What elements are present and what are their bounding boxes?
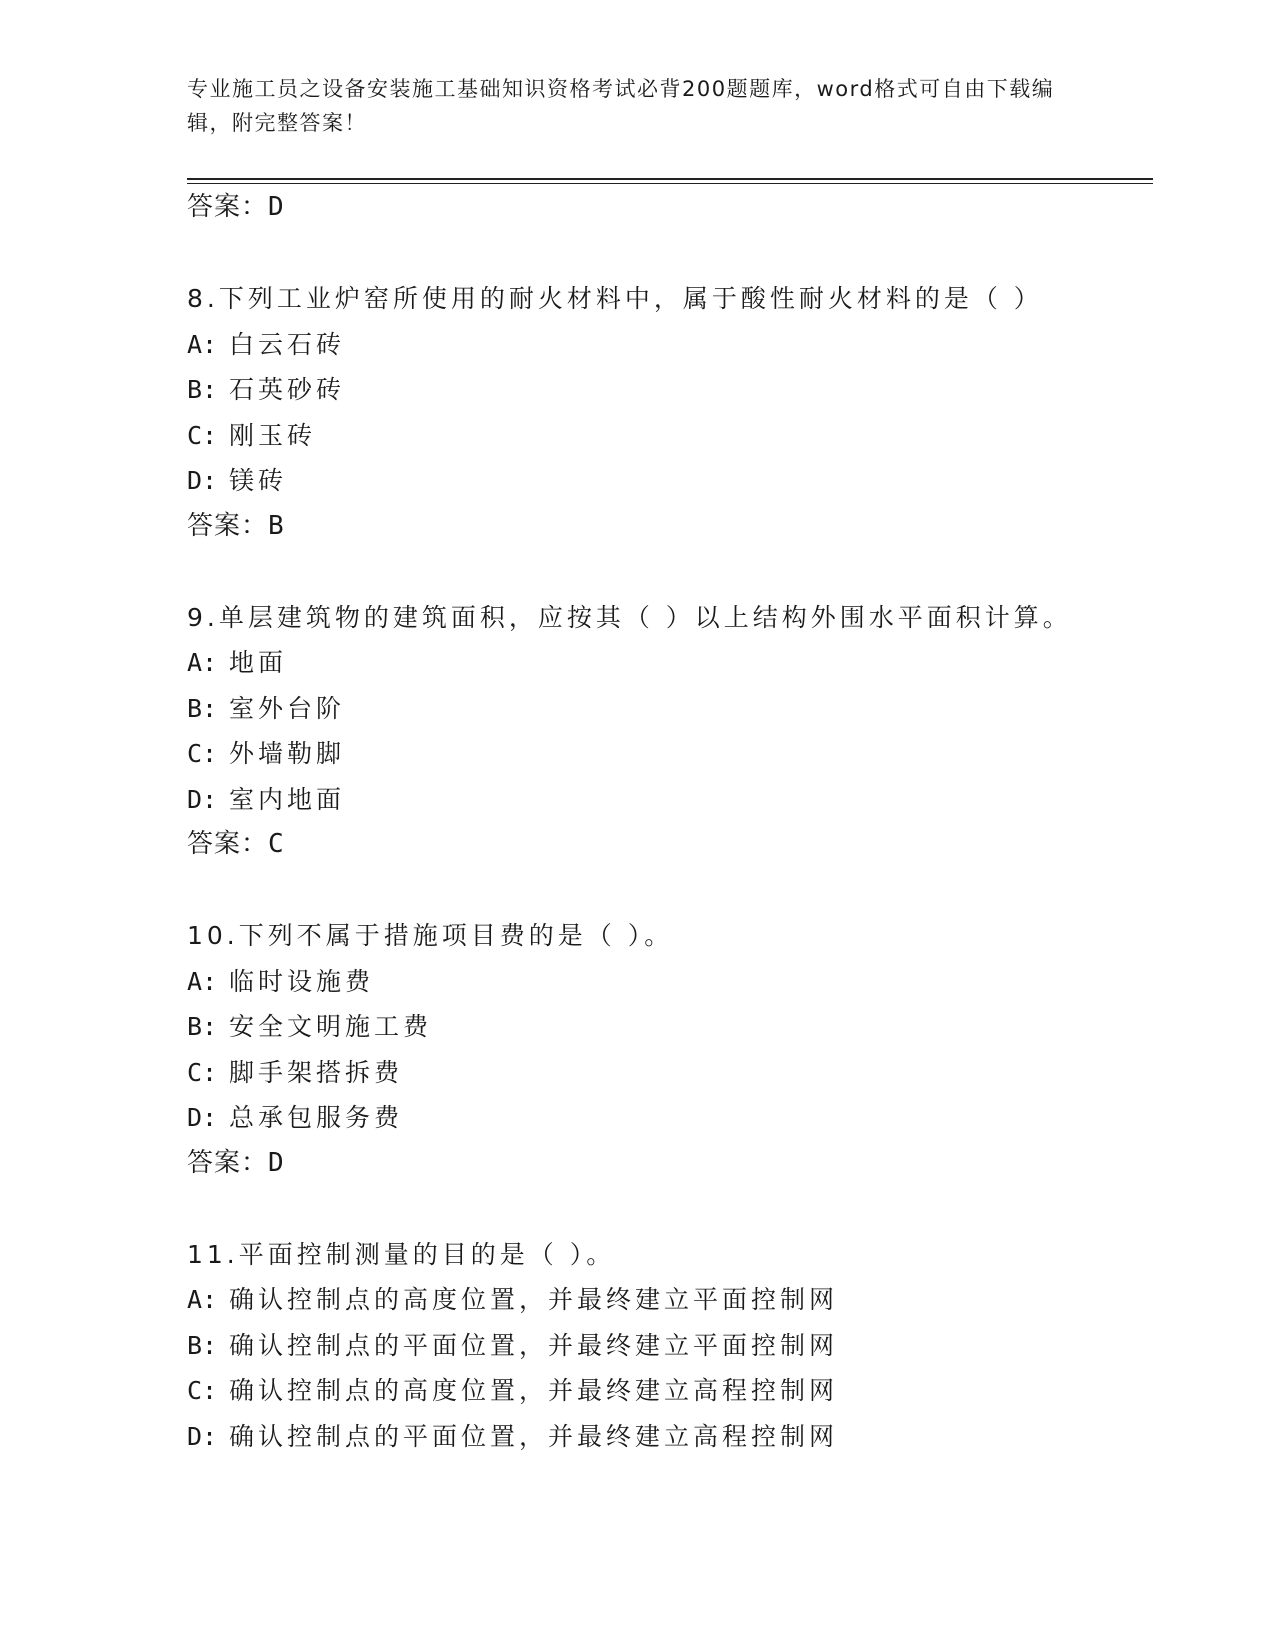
- option-key: D:: [187, 466, 218, 495]
- option-c: [187, 1368, 1147, 1414]
- option-key: D:: [187, 1103, 218, 1132]
- option-text: 室外台阶: [217, 693, 346, 723]
- answer-value: B: [268, 510, 285, 541]
- option-c: [187, 413, 1147, 459]
- option-key: C:: [187, 739, 218, 768]
- page-header: 专业施工员之设备安装施工基础知识资格考试必背200题题库，word格式可自由下载编辑，附完整答案！: [187, 77, 1055, 135]
- question-stem: 10.下列不属于措施项目费的是（ ）。: [187, 921, 674, 950]
- option-text: 临时设施费: [217, 966, 375, 996]
- option-key: B:: [187, 375, 218, 404]
- option-text: 安全文明施工费: [217, 1012, 433, 1041]
- option-key: B:: [187, 1012, 218, 1041]
- option-c: [187, 1050, 1147, 1096]
- question-answer: [187, 822, 1147, 868]
- option-key: A:: [187, 648, 218, 677]
- option-key: C:: [187, 1057, 218, 1087]
- option-d: [187, 1414, 1147, 1460]
- option-text: 确认控制点的平面位置，并最终建立平面控制网: [217, 1330, 839, 1360]
- option-key: C:: [187, 420, 218, 450]
- header-divider: [187, 178, 1153, 180]
- option-text: 室内地面: [217, 784, 346, 814]
- question-list: [187, 185, 1147, 1459]
- option-key: B:: [187, 693, 218, 723]
- option-text: 总承包服务费: [217, 1103, 404, 1132]
- option-b: [187, 1004, 1147, 1050]
- option-key: C:: [187, 1376, 218, 1405]
- option-b: [187, 367, 1147, 413]
- answer-value: D: [268, 1147, 285, 1178]
- option-text: 刚玉砖: [217, 420, 317, 450]
- option-b: [187, 1323, 1147, 1369]
- option-text: 脚手架搭拆费: [217, 1057, 404, 1087]
- option-text: 镁砖: [217, 466, 288, 495]
- option-text: 确认控制点的高度位置，并最终建立平面控制网: [217, 1285, 839, 1314]
- option-key: A:: [187, 966, 218, 996]
- option-text: 确认控制点的平面位置，并最终建立高程控制网: [217, 1421, 839, 1451]
- header-divider-thin: [187, 183, 1153, 184]
- question-stem: 9.单层建筑物的建筑面积，应按其（ ）以上结构外围水平面积计算。: [187, 602, 1072, 632]
- answer-label: 答案：: [187, 1147, 269, 1178]
- option-a: [187, 959, 1147, 1005]
- option-key: D:: [187, 784, 218, 814]
- question-stem: 8.下列工业炉窑所使用的耐火材料中，属于酸性耐火材料的是（ ）: [187, 284, 1043, 313]
- answer-label: 答案：: [187, 192, 269, 222]
- answer-label: 答案：: [187, 829, 269, 859]
- option-a: [187, 640, 1147, 686]
- option-text: 确认控制点的高度位置，并最终建立高程控制网: [217, 1376, 839, 1405]
- answer-value: D: [268, 192, 285, 222]
- option-text: 外墙勒脚: [217, 739, 346, 768]
- option-text: 白云石砖: [217, 329, 346, 359]
- option-key: A:: [187, 1285, 218, 1314]
- question-stem: 11.平面控制测量的目的是（ ）。: [187, 1239, 616, 1269]
- question-answer: [187, 504, 1147, 550]
- option-text: 地面: [217, 648, 288, 677]
- option-a: [187, 1277, 1147, 1323]
- option-key: B:: [187, 1330, 218, 1360]
- option-a: [187, 322, 1147, 368]
- question-answer: [187, 1141, 1147, 1187]
- answer-label: 答案：: [187, 510, 269, 541]
- previous-answer: [187, 185, 1147, 231]
- answer-value: C: [268, 829, 285, 859]
- option-d: [187, 777, 1147, 823]
- option-b: [187, 686, 1147, 732]
- option-c: [187, 731, 1147, 777]
- option-text: 石英砂砖: [217, 375, 346, 404]
- option-key: D:: [187, 1421, 218, 1451]
- option-d: [187, 1095, 1147, 1141]
- option-key: A:: [187, 329, 218, 359]
- option-d: [187, 458, 1147, 504]
